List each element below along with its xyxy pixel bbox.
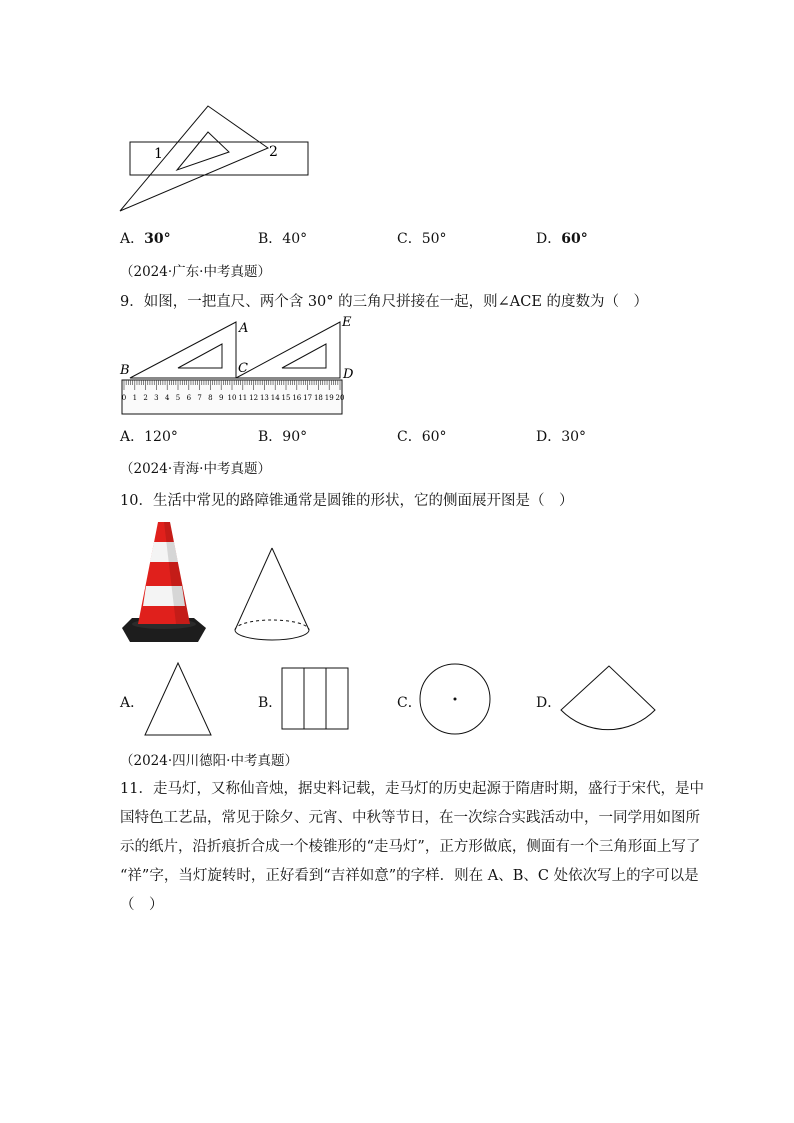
q10-source: （2024·青海·中考真题） [120, 461, 271, 477]
q10-option-d-label: D． [536, 695, 562, 711]
q10-stem: 10．生活中常见的路障锥通常是圆锥的形状，它的侧面展开图是（ ） [120, 493, 574, 509]
q9-label-b: B [120, 363, 130, 378]
q9-figure [118, 315, 354, 416]
cone-base-front [235, 630, 309, 640]
cone-right-edge [272, 548, 309, 630]
q8-small-triangle [177, 132, 229, 170]
ruler-tick-label: 11 [238, 394, 248, 402]
q9-option-b [258, 426, 307, 446]
q8-big-triangle [120, 106, 268, 211]
q8-angle-1-label: 1 [154, 146, 163, 162]
ruler-tick-label: 2 [143, 394, 148, 402]
ruler-tick-label: 14 [270, 394, 280, 402]
ruler-tick-label: 8 [208, 394, 213, 402]
ruler-tick-label: 3 [154, 394, 159, 402]
option-letter: C． [397, 429, 422, 445]
ruler-tick-label: 16 [292, 394, 302, 402]
option-value: 30° [561, 429, 587, 445]
q11-line-4: “祥”字，当灯旋转时，正好看到“吉祥如意”的字样．则在 A、B、C 处依次写上的字可以是 [120, 868, 699, 884]
option-letter: B． [258, 231, 283, 247]
q9-left-inner-triangle [178, 344, 222, 368]
q9-label-c: C [238, 361, 248, 376]
option-letter: B． [258, 429, 283, 445]
ruler-tick-label: 12 [249, 394, 259, 402]
q10-option-b-rectangles [281, 667, 351, 731]
q9-stem: 9．如图，一把直尺、两个含 30° 的三角尺拼接在一起，则∠ACE 的度数为（ ） [120, 294, 649, 310]
option-value: 120° [144, 429, 178, 445]
option-value: 60° [561, 231, 588, 247]
q11-stem [120, 775, 704, 920]
ruler-tick-label: 17 [303, 394, 313, 402]
ruler-tick-label: 7 [197, 394, 202, 402]
q11-source: （2024·四川德阳·中考真题） [120, 753, 298, 769]
ruler-tick-label: 6 [186, 394, 192, 402]
q9-left-set-square [130, 322, 236, 378]
q10-option-a-triangle [143, 661, 213, 737]
option-letter: A． [120, 429, 145, 445]
q11-line-3: 示的纸片，沿折痕折合成一个棱锥形的“走马灯”，正方形做底，侧面有一个三角形面上写了 [120, 839, 701, 855]
q9-right-inner-triangle [282, 344, 326, 368]
q9-ruler-ticks [124, 380, 340, 390]
option-value: 50° [421, 231, 447, 247]
q8-angle-2-label: 2 [269, 144, 278, 160]
q10-option-a-label: A． [120, 695, 145, 711]
ruler-tick-label: 5 [175, 394, 181, 402]
ruler-tick-label: 18 [313, 394, 323, 402]
ruler-tick-label: 13 [259, 394, 269, 402]
q8-figure [120, 104, 320, 214]
q9-option-d [536, 426, 586, 446]
option-value: 40° [282, 231, 308, 247]
q11-line-2: 国特色工艺品，常见于除夕、元宵、中秋等节日，在一次综合实践活动中，一同学用如图所 [120, 810, 700, 826]
ruler-tick-label: 9 [218, 394, 224, 402]
q10-cone-drawing [232, 546, 322, 646]
q10-option-c-label: C． [397, 695, 422, 711]
ruler-tick-label: 19 [324, 394, 334, 402]
traffic-cone-image [118, 520, 208, 646]
q9-option-c [397, 426, 447, 446]
ruler-tick-label: 4 [164, 394, 170, 402]
option-value: 60° [421, 429, 447, 445]
option-value: 90° [282, 429, 308, 445]
q11-line-5: （ ） [120, 897, 164, 913]
option-letter: D． [536, 429, 562, 445]
q9-option-a [120, 426, 178, 446]
q10-option-b-label: B． [258, 695, 283, 711]
ruler-tick-label: 10 [227, 394, 237, 402]
q8-option-d [536, 228, 588, 248]
option-letter: C． [397, 231, 422, 247]
q9-source: （2024·广东·中考真题） [120, 264, 271, 280]
cone-base-back [235, 620, 309, 630]
q8-option-c [397, 228, 447, 248]
ruler-tick-label: 20 [335, 394, 345, 402]
q10-option-d-sector [559, 664, 659, 726]
q9-label-e: E [342, 315, 352, 330]
ruler-tick-label: 15 [281, 394, 291, 402]
ruler-tick-label: 1 [132, 394, 138, 402]
option-letter: A． [120, 231, 145, 247]
ruler-tick-label: 0 [121, 394, 127, 402]
q9-label-a: A [239, 321, 249, 336]
option-value: 30° [144, 231, 171, 247]
q9-right-set-square [236, 322, 340, 378]
q9-label-d: D [343, 367, 354, 382]
q8-option-b [258, 228, 307, 248]
q9-ruler-numbers [122, 394, 345, 402]
option-letter: D． [536, 231, 562, 247]
cone-left-edge [235, 548, 272, 630]
q10-option-c-circle [419, 663, 493, 737]
q8-option-a [120, 228, 171, 248]
q11-line-1: 11．走马灯，又称仙音烛，据史料记载，走马灯的历史起源于隋唐时期，盛行于宋代，是中 [120, 781, 704, 797]
